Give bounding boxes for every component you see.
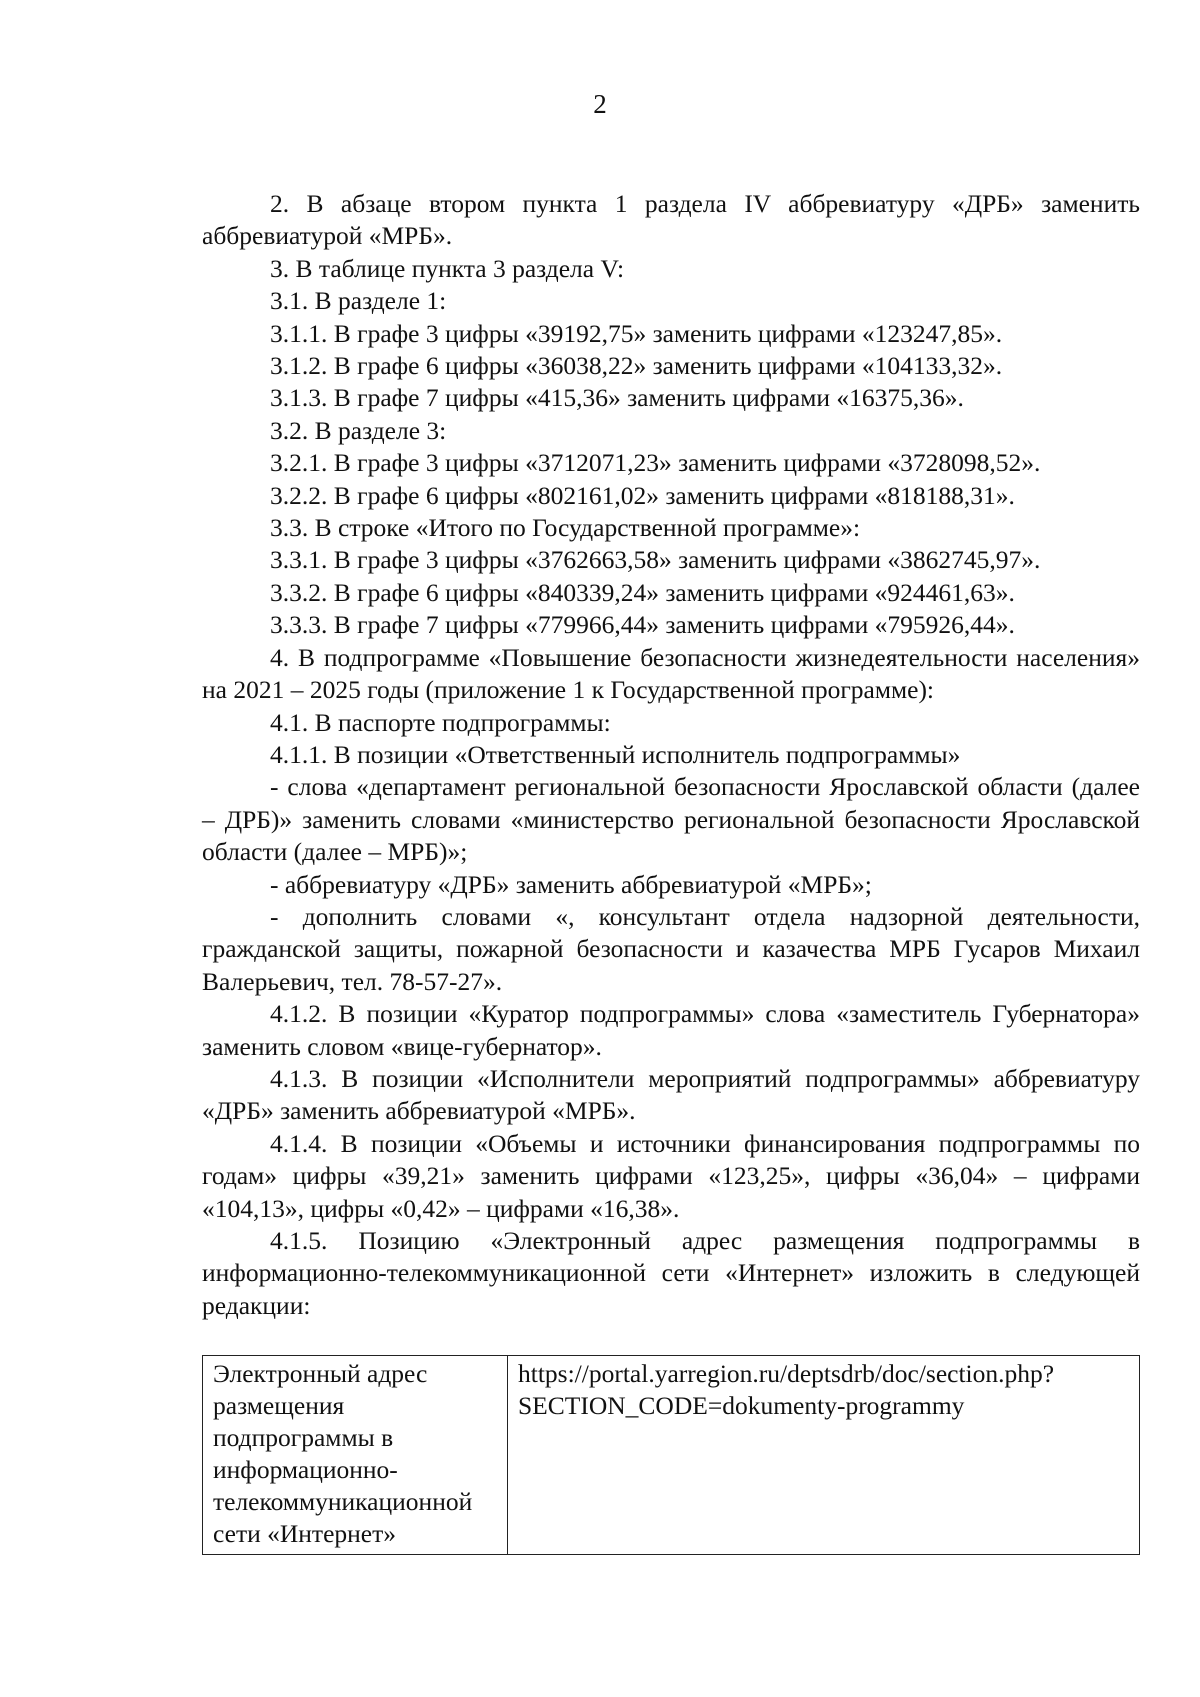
- paragraph-3-1-1: 3.1.1. В графе 3 цифры «39192,75» заменить цифрами «123247,85».: [270, 318, 1003, 348]
- paragraph-4-1-1-add: - дополнить словами «, консультант отдела надзорной деятельности, гражданской защиты, пожарной безопасности и казачества МРБ Гусаров Михаил Валерьевич, тел. 78-57-27».: [202, 901, 1140, 996]
- paragraph-4-1-1-words: - слова «департамент региональной безопасности Ярославской области (далее – ДРБ)» заменить словами «министерство региональной безопасности Ярославской области (далее – МРБ)»;: [202, 772, 1140, 867]
- table-label-cell: Электронный адрес размещения подпрограммы в информационно-телекоммуникационной сети «Интернет»: [203, 1356, 508, 1555]
- paragraph-3-2-2: 3.2.2. В графе 6 цифры «802161,02» заменить цифрами «818188,31».: [270, 480, 1015, 510]
- url-line-1: https://portal.yarregion.ru/deptsdrb/doc/section.php?: [518, 1359, 1055, 1388]
- paragraph-3-1: 3.1. В разделе 1:: [270, 286, 447, 316]
- paragraph-4-1-2: 4.1.2. В позиции «Куратор подпрограммы» слова «заместитель Губернатора» заменить словом «вице-губернатор».: [202, 999, 1140, 1061]
- document-body: [202, 188, 1140, 1322]
- table-row: [203, 1356, 1140, 1555]
- paragraph-4-1: 4.1. В паспорте подпрограммы:: [270, 707, 611, 737]
- paragraph-4-1-1: 4.1.1. В позиции «Ответственный исполнитель подпрограммы»: [270, 739, 961, 769]
- paragraph-3-3-1: 3.3.1. В графе 3 цифры «3762663,58» заменить цифрами «3862745,97».: [270, 545, 1041, 575]
- address-table: [202, 1355, 1140, 1555]
- paragraph-4-1-4: 4.1.4. В позиции «Объемы и источники финансирования подпрограммы по годам» цифры «39,21» заменить цифрами «123,25», цифры «36,04» – цифрами «104,13», цифры «0,42» – цифрами «16,38».: [202, 1128, 1140, 1223]
- paragraph-2: 2. В абзаце втором пункта 1 раздела IV аббревиатуру «ДРБ» заменить аббревиатурой «МРБ».: [202, 189, 1140, 251]
- paragraph-3-2: 3.2. В разделе 3:: [270, 415, 447, 445]
- table-value-cell: [508, 1356, 1140, 1555]
- paragraph-3-3: 3.3. В строке «Итого по Государственной программе»:: [270, 513, 861, 543]
- paragraph-3-3-2: 3.3.2. В графе 6 цифры «840339,24» заменить цифрами «924461,63».: [270, 577, 1015, 607]
- paragraph-3-3-3: 3.3.3. В графе 7 цифры «779966,44» заменить цифрами «795926,44».: [270, 610, 1015, 640]
- paragraph-4-1-1-abbrev: - аббревиатуру «ДРБ» заменить аббревиатурой «МРБ»;: [270, 869, 872, 899]
- paragraph-3-2-1: 3.2.1. В графе 3 цифры «3712071,23» заменить цифрами «3728098,52».: [270, 448, 1041, 478]
- paragraph-3-1-2: 3.1.2. В графе 6 цифры «36038,22» заменить цифрами «104133,32».: [270, 351, 1003, 381]
- paragraph-4-1-3: 4.1.3. В позиции «Исполнители мероприятий подпрограммы» аббревиатуру «ДРБ» заменить аббревиатурой «МРБ».: [202, 1063, 1140, 1126]
- page-number: 2: [593, 89, 607, 119]
- paragraph-3-1-3: 3.1.3. В графе 7 цифры «415,36» заменить цифрами «16375,36».: [270, 383, 964, 413]
- paragraph-4: 4. В подпрограмме «Повышение безопасности жизнедеятельности населения» на 2021 – 2025 годы (приложение 1 к Государственной программе):: [202, 642, 1140, 705]
- url-line-2: SECTION_CODE=dokumenty-programmy: [518, 1391, 965, 1420]
- paragraph-4-1-5: 4.1.5. Позицию «Электронный адрес размещения подпрограммы в информационно-телекоммуникационной сети «Интернет» изложить в следующей редакции:: [202, 1226, 1140, 1320]
- paragraph-3: 3. В таблице пункта 3 раздела V:: [270, 253, 625, 283]
